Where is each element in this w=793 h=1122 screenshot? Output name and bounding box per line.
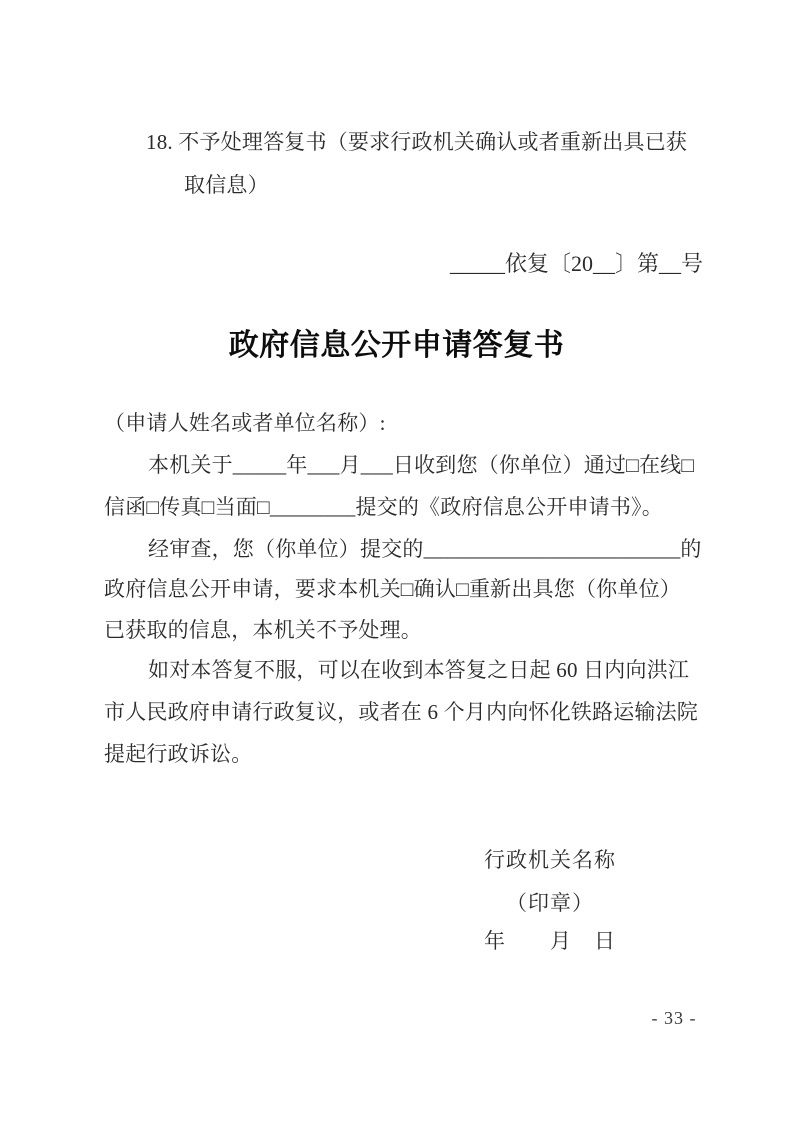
body-paragraph3-line1: 如对本答复不服，可以在收到本答复之日起 60 日内向洪江 [148,658,690,682]
body-paragraph2-line2: 政府信息公开申请，要求本机关□确认□重新出具您（你单位） [104,577,681,601]
doc-reference-number: _____依复〔20__〕第__号 [449,251,703,276]
document-title: 政府信息公开申请答复书 [228,329,565,362]
body-paragraph1-line2: 信函□传真□当面□________提交的《政府信息公开申请书》。 [104,495,663,519]
body-paragraph1-line1: 本机关于_____年___月___日收到您（你单位）通过□在线□ [148,453,695,477]
list-item-18-line-1: 18. 不予处理答复书（要求行政机关确认或者重新出具已获 [146,130,688,154]
signature-seal-placeholder: （印章） [506,891,594,915]
list-item-18-line-2: 取信息） [184,173,269,197]
signature-date-line: 年 月 日 [484,929,616,953]
body-paragraph2-line3: 已获取的信息，本机关不予处理。 [104,618,422,642]
addressee-label-line: （申请人姓名或者单位名称）: [104,411,386,435]
signature-agency-name: 行政机关名称 [484,848,616,872]
page-number: - 33 - [651,1008,697,1028]
body-paragraph2-line1: 经审查，您（你单位）提交的________________________的 [148,537,702,561]
body-paragraph3-line2: 市人民政府申请行政复议，或者在 6 个月内向怀化铁路运输法院 [104,700,698,724]
body-paragraph3-line3: 提起行政诉讼。 [104,742,253,766]
